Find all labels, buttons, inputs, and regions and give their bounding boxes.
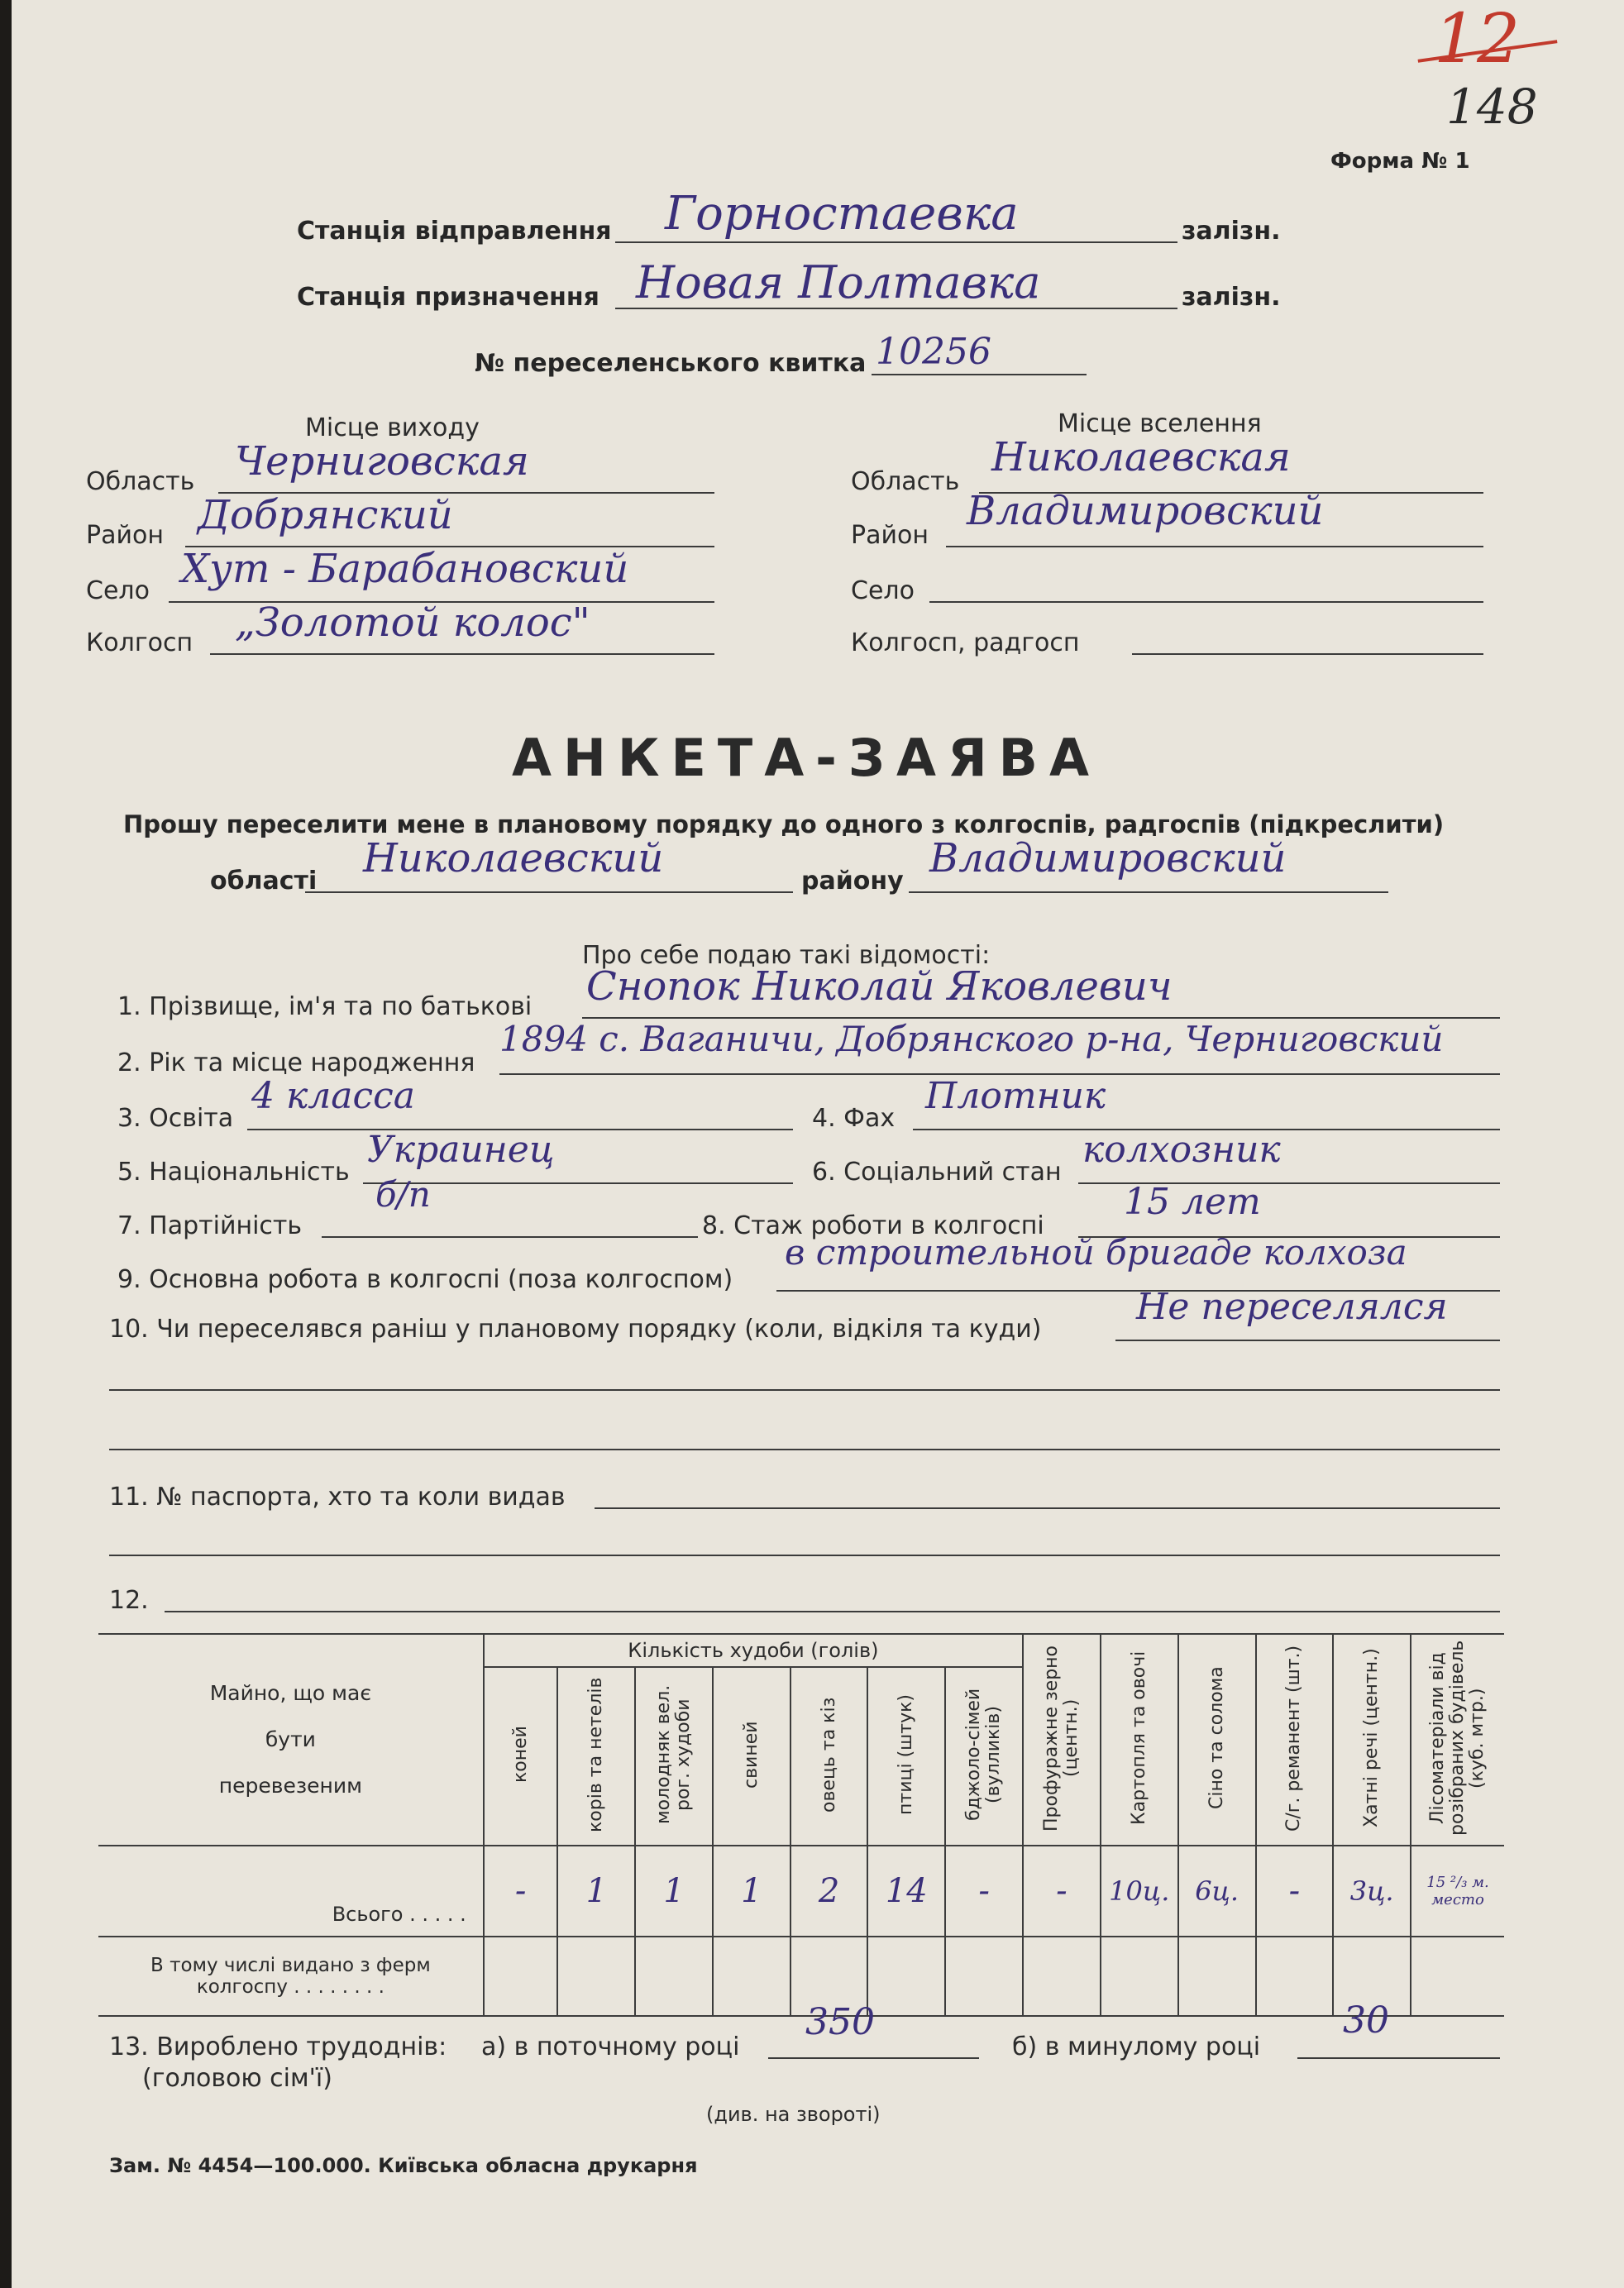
total-value-3: 1 [713,1846,791,1937]
col-header-3-cell [713,1667,791,1846]
q11-label: 11. № паспорта, хто та коли видав [109,1483,566,1512]
form-number-label: Форма № 1 [1330,149,1470,174]
q4-label: 4. Фах [812,1104,896,1133]
q11-extra-line [109,1555,1500,1556]
total-value-12: 15 ²/₃ м. место [1411,1846,1504,1937]
q13a-value: 350 [805,2001,875,2043]
property-table [98,1633,1504,2017]
col-header-8-cell [1101,1634,1178,1846]
q5-label: 5. Національність [117,1158,350,1187]
settlement-header: Місце вселення [1058,409,1262,438]
livestock-group-label: Кількість худоби (голів) [628,1639,879,1662]
total-value-10: - [1256,1846,1334,1937]
origin-kolkhoz-label: Колгосп [86,628,193,657]
departure-rail-suffix: залізн. [1182,217,1281,246]
row-header-title: Майно, що має бути перевезеним [209,1681,372,1798]
col-header-1-cell [557,1667,635,1846]
q13-sub: (головою сім'ї) [142,2064,332,2093]
col-header-2-cell [635,1667,713,1846]
total-value-8: 10ц. [1101,1846,1178,1937]
destination-label: Станція призначення [297,283,599,312]
ticket-label: № переселенського квитка [475,349,867,378]
origin-kolkhoz-value: „Золотой колос" [235,599,590,646]
q6-label: 6. Соціальний стан [812,1158,1062,1187]
request-rayon-line [909,891,1388,893]
total-value-6: - [945,1846,1023,1937]
form-sheet [12,0,1624,2288]
destination-rail-suffix: залізн. [1182,283,1281,312]
request-text: Прошу переселити мене в плановому порядку до одного з колгоспів, радгоспів (підкреслити) [123,810,1445,838]
farm-label-1: В тому числі видано з ферм [150,1955,431,1976]
ticket-value: 10256 [876,331,991,373]
total-value-9: 6ц. [1178,1846,1256,1937]
q1-value: Снопок Николай Яковлевич [586,963,1173,1010]
q1-label: 1. Прізвище, ім'я та по батькові [117,992,533,1021]
col-header-5: птиці (штук) [896,1694,917,1815]
settlement-kolkhoz-line [1132,653,1483,655]
q10-value: Не переселялся [1136,1286,1448,1328]
col-header-9-cell [1178,1634,1256,1846]
settlement-region-label: Область [851,467,960,496]
printer-footer: Зам. № 4454—100.000. Київська обласна друкарня [109,2154,698,2177]
q10-label: 10. Чи переселявся раніш у плановому порядку (коли, відкіля та куди) [109,1315,1042,1344]
q7-label: 7. Партійність [117,1211,303,1240]
q8-label: 8. Стаж роботи в колгоспі [702,1211,1044,1240]
col-header-1: корів та нетелів [585,1677,607,1832]
request-rayon-value: Владимировский [929,835,1287,881]
col-header-0: коней [509,1726,531,1784]
col-header-0-cell [484,1667,558,1846]
departure-label: Станція відправлення [297,217,612,246]
total-value-4: 2 [791,1846,868,1937]
request-rayon-label: району [801,867,904,896]
q3-label: 3. Освіта [117,1104,234,1133]
col-header-6-cell [945,1667,1023,1846]
table-total-row [98,1846,1504,1937]
col-header-8: Картопля та овочі [1128,1650,1149,1826]
request-oblast-line [305,891,793,893]
origin-district-value: Добрянский [198,492,453,538]
q12-line [165,1611,1500,1612]
settlement-district-line [946,546,1483,547]
farm-label-2: колгоспу . . . . . . . . [196,1976,385,1998]
col-header-4-cell [791,1667,868,1846]
farm-label-cell [98,1937,484,2016]
q9-value: в строительной бригаде колхоза [785,1232,1407,1273]
q10-extra-line-2 [109,1449,1500,1450]
q5-value: Украинец [367,1129,555,1171]
table-farm-row [98,1937,1504,2016]
q7-value: б/п [375,1174,431,1215]
q8-value: 15 лет [1124,1181,1261,1223]
request-oblast-label: області [210,867,318,896]
archive-number-black: 148 [1446,79,1538,135]
archive-number-red: 12 [1434,0,1521,79]
intro-text: Про себе подаю такі відомості: [582,941,991,970]
q13-label: 13. Вироблено трудоднів: [109,2032,447,2061]
col-header-7-cell [1023,1634,1101,1846]
total-value-2: 1 [635,1846,713,1937]
col-header-6: бджоло-сімей (вулликів) [963,1688,1005,1822]
q11-line [595,1507,1500,1509]
q2-value: 1894 с. Ваганичи, Добрянского р-на, Черниговский [499,1019,1444,1059]
q13b-line [1297,2057,1500,2059]
settlement-district-label: Район [851,521,929,550]
total-value-11: 3ц. [1333,1846,1411,1937]
col-header-7: Профуражне зерно (центн.) [1040,1645,1082,1832]
origin-header: Місце виходу [305,413,480,442]
col-header-11: Хатні речі (центн.) [1361,1648,1383,1828]
request-oblast-value: Николаевский [363,835,664,881]
row-header-title-cell [98,1634,484,1846]
settlement-region-value: Николаевская [991,434,1291,480]
livestock-group-cell [484,1634,1023,1667]
col-header-9: Сіно та солома [1206,1666,1227,1810]
total-label: Всього . . . . . [332,1903,466,1926]
q10-extra-line-1 [109,1389,1500,1391]
ticket-line [872,374,1087,375]
destination-value: Новая Полтавка [636,256,1041,308]
col-header-12: Лісоматеріали від розібраних будівель (куб. мтр.) [1427,1640,1488,1837]
origin-region-label: Область [86,467,195,496]
table-header-group-row [98,1634,1504,1667]
origin-district-label: Район [86,521,164,550]
form-title: АНКЕТА-ЗАЯВА [512,728,1101,788]
departure-value: Горностаевка [665,187,1019,241]
q13a-label: а) в поточному році [481,2032,740,2061]
q6-value: колхозник [1082,1129,1281,1171]
q4-value: Плотник [925,1075,1106,1117]
origin-kolkhoz-line [210,653,714,655]
col-header-5-cell [867,1667,945,1846]
q2-label: 2. Рік та місце народження [117,1048,475,1077]
q7-line [322,1236,698,1238]
overleaf-note: (див. на звороті) [706,2103,881,2126]
col-header-3: свиней [740,1721,762,1789]
q12-label: 12. [109,1586,149,1615]
settlement-village-label: Село [851,576,915,605]
col-header-4: овець та кіз [818,1697,839,1813]
settlement-district-value: Владимировский [967,488,1324,534]
q9-label: 9. Основна робота в колгоспі (поза колгоспом) [117,1265,733,1294]
total-value-5: 14 [867,1846,945,1937]
q13a-line [768,2057,979,2059]
settlement-village-line [929,601,1483,603]
col-header-12-cell [1411,1634,1504,1846]
col-header-10-cell [1256,1634,1334,1846]
q13b-label: б) в минулому році [1012,2032,1261,2061]
settlement-kolkhoz-label: Колгосп, радгосп [851,628,1080,657]
total-value-7: - [1023,1846,1101,1937]
total-label-cell [98,1846,484,1937]
origin-village-value: Хут - Барабановский [181,546,629,592]
col-header-11-cell [1333,1634,1411,1846]
q10-line [1115,1340,1500,1341]
col-header-2: молодняк вел. рог. худоби [653,1684,695,1825]
origin-region-value: Черниговская [235,438,529,485]
q3-value: 4 класса [251,1075,416,1117]
origin-village-label: Село [86,576,150,605]
total-value-0: - [484,1846,558,1937]
departure-line [615,241,1177,243]
total-value-1: 1 [557,1846,635,1937]
col-header-10: С/г. реманент (шт.) [1283,1645,1305,1832]
q13b-value: 30 [1343,1999,1389,2042]
